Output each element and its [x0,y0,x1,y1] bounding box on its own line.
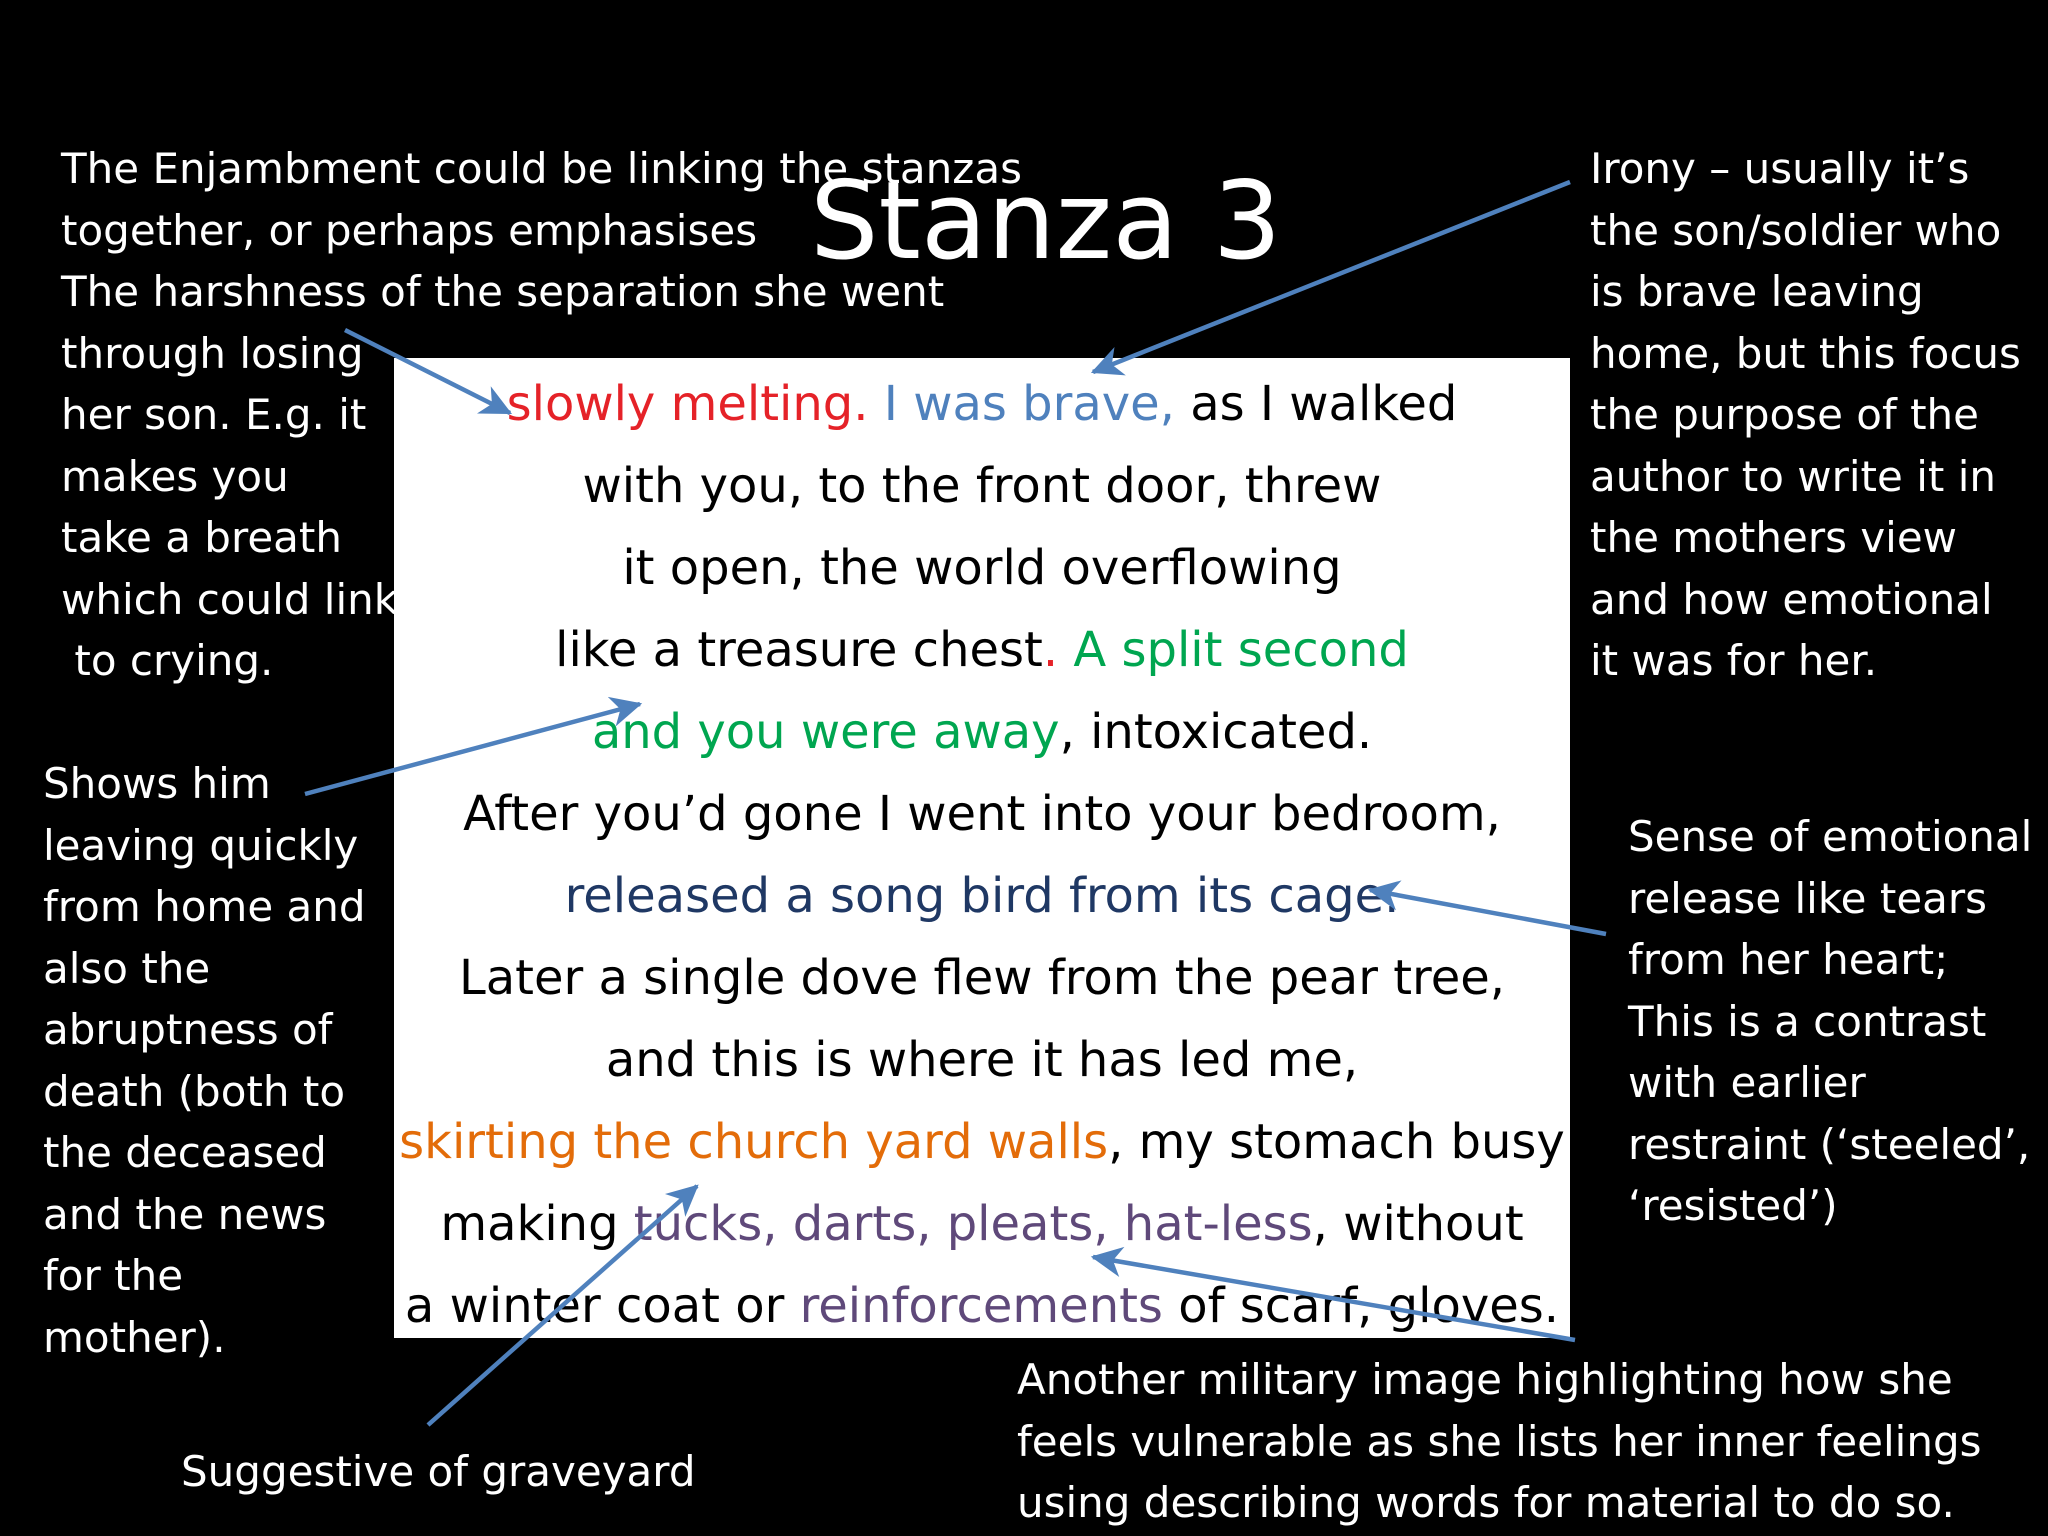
poem-phrase-i-was-brave: I was brave, [868,376,1175,432]
poem-text: , intoxicated. [1059,704,1373,760]
note-line: home, but this focus [1590,328,2021,378]
poem-period: . [1042,622,1059,678]
poem-text: like a treasure chest [555,622,1043,678]
note-line: the mothers view [1590,513,1958,562]
note-line: abruptness of [43,1005,333,1054]
poem-line-3: it open, the world overflowing [622,540,1342,596]
arrow-enjambment [345,330,510,413]
poem-text: making [440,1196,634,1252]
note-line: Suggestive of graveyard [181,1447,696,1496]
note-line: ‘resisted’) [1628,1181,1838,1230]
note-line: through losing [61,328,364,378]
poem-line-9: and this is where it has led me, [605,1032,1359,1088]
note-line: from her heart; [1628,935,1949,984]
arrow-leaving [305,704,640,794]
note-line: the son/soldier who [1590,205,2002,255]
poem-phrase-reinforcements: reinforcements [799,1278,1163,1334]
poem-text: , my stomach busy [1108,1114,1565,1170]
note-line: makes you [61,451,289,501]
note-line: which could link [61,574,399,624]
poem-line-7: released a song bird from its cage. [564,868,1400,924]
note-line: Irony – usually it’s [1590,144,1970,193]
poem-line-8: Later a single dove flew from the pear tree, [458,950,1506,1006]
note-line: also the [43,943,211,993]
poem-phrase-slowly-melting: slowly melting. [506,376,869,432]
note-line: from home and [43,882,366,931]
poem-line-6: After you’d gone I went into your bedroom, [463,786,1501,842]
note-line: together, or perhaps emphasises [61,205,758,255]
note-line: the purpose of the [1590,390,1980,439]
arrow-irony [1093,182,1570,372]
arrow-release [1370,890,1606,934]
poem-phrase-you-were-away: and you were away [591,704,1060,760]
poem-text: as I walked [1174,376,1458,432]
note-line: Another military image highlighting how she [1017,1355,1953,1404]
slide-title: Stanza 3 [810,159,1282,284]
poem-text: a winter coat or [404,1278,800,1334]
note-line: Shows him [43,759,271,808]
note-line: restraint (‘steeled’, [1628,1119,2031,1169]
note-line: to crying. [61,636,274,685]
note-line: with earlier [1628,1058,1866,1107]
poem-text: of scarf, gloves. [1162,1278,1560,1334]
note-line: The Enjambment could be linking the stanzas [61,144,1022,193]
note-line: it was for her. [1590,636,1878,685]
note-line: This is a contrast [1628,996,1987,1046]
note-line: take a breath [61,513,342,562]
poem-text: , without [1312,1196,1524,1252]
note-line: using describing words for material to do so. [1017,1478,1955,1527]
arrow-military [1093,1257,1575,1340]
poem-phrase-split-second: A split second [1058,622,1409,678]
note-line: is brave leaving [1590,267,1924,316]
note-line: and the news [43,1189,327,1239]
note-line: release like tears [1628,873,1988,923]
note-line: feels vulnerable as she lists her inner feelings [1017,1416,1982,1466]
note-line: for the [43,1251,184,1300]
note-line: the deceased [43,1128,327,1177]
note-line: mother). [43,1312,226,1362]
note-line: author to write it in [1590,451,1996,501]
note-line: and how emotional [1590,574,1993,624]
poem-phrase-church-yard: skirting the church yard walls [399,1114,1109,1170]
note-line: death (both to [43,1066,346,1116]
note-line: her son. E.g. it [61,390,367,439]
note-line: leaving quickly [43,820,359,870]
note-line: Sense of emotional [1628,812,2033,861]
note-line: The harshness of the separation she went [61,267,945,316]
arrow-graveyard [428,1186,697,1425]
poem-phrase-tucks-darts: tucks, darts, pleats, hat-less [633,1196,1313,1252]
poem-line-2: with you, to the front door, threw [582,458,1382,514]
